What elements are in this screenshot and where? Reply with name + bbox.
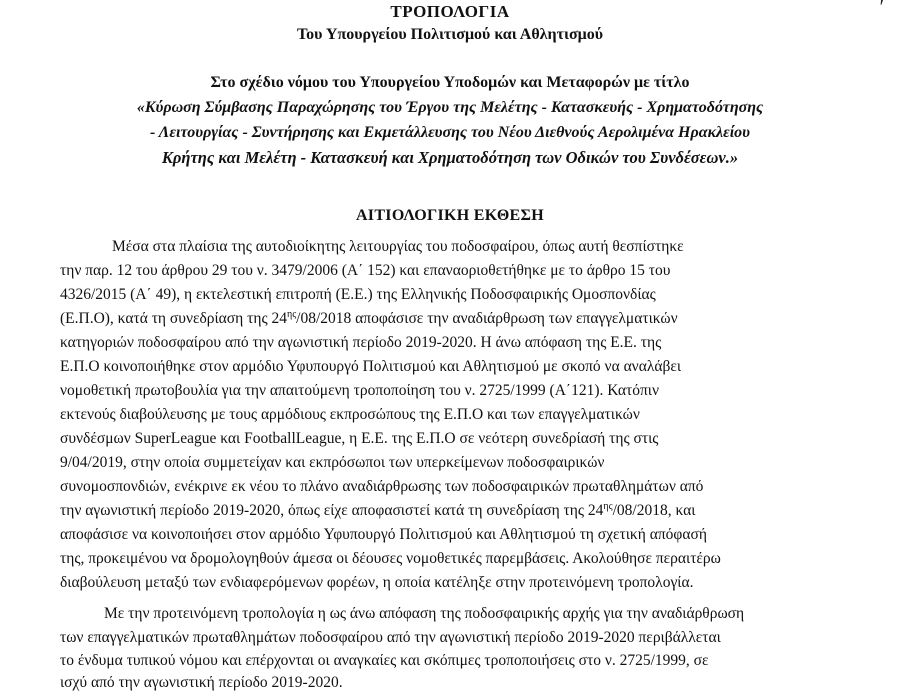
paragraph-2-line: Με την προτεινόμενη τροπολογία η ως άνω απόφαση της ποδοσφαιρικής αρχής για την αναδιάρθρωση <box>104 605 745 622</box>
paragraph-2-line: ισχύ από την αγωνιστική περίοδο 2019-2020. <box>60 674 343 691</box>
paragraph-1-line: κατηγοριών ποδοσφαίρου από την αγωνιστική περίοδο 2019-2020. Η άνω απόφαση της Ε.Ε. της <box>60 334 662 351</box>
paragraph-1-line <box>60 500 695 522</box>
paragraph-1-line: Μέσα στα πλαίσια της αυτοδιοίκητης λειτουργίας του ποδοσφαίρου, όπως αυτή θεσπίστηκε <box>112 238 684 255</box>
ordinal-superscript: ης <box>286 308 297 320</box>
paragraph-2-line: των επαγγελματικών πρωταθλημάτων ποδοσφαίρου από την αγωνιστική περίοδο 2019-2020 περιβάλλεται <box>60 629 721 646</box>
paragraph-1-line: διαβούλευση μεταξύ των ενδιαφερόμενων φορέων, η οποία κατέληξε στην προτεινόμενη τροπολογία. <box>60 574 694 591</box>
bill-intro-line: Στο σχέδιο νόμου του Υπουργείου Υποδομών και Μεταφορών με τίτλο <box>210 74 690 91</box>
paragraph-1-line: συνδέσμων SuperLeague και FootballLeague, η Ε.Ε. της Ε.Π.Ο σε νεότερη συνεδρίασή της στις <box>60 430 659 447</box>
paragraph-1-line: την παρ. 12 του άρθρου 29 του ν. 3479/2006 (Α΄ 152) και επαναοριοθετήθηκε με το άρθρο 15 του <box>60 262 671 279</box>
paragraph-1-line: εκτενούς διαβούλευσης με τους αρμόδιους εκπροσώπους της Ε.Π.Ο και των επαγγελματικών <box>60 406 640 423</box>
ordinal-superscript: ης <box>603 500 613 512</box>
paragraph-1-line: αποφάσισε να κοινοποιήσει στον αρμόδιο Υφυπουργό Πολιτισμού και Αθλητισμού τη σχετική απόφασή <box>60 526 707 543</box>
report-heading: ΑΙΤΙΟΛΟΓΙΚΗ ΕΚΘΕΣΗ <box>355 207 545 224</box>
bill-title-line-2: - Λειτουργίας - Συντήρησης και Εκμετάλλευσης του Νέου Διεθνούς Αερολιμένα Ηρακλείου <box>149 124 750 141</box>
paragraph-1-line: 4326/2015 (Α΄ 49), η εκτελεστική επιτροπή (Ε.Ε.) της Ελληνικής Ποδοσφαιρικής Ομοσπονδίας <box>60 286 656 303</box>
paragraph-1-line: 9/04/2019, στην οποία συμμετείχαν και εκπρόσωποι των υπερκείμενων ποδοσφαιρικών <box>60 454 605 471</box>
paragraph-1-line: της, προκειμένου να δρομολογηθούν άμεσα οι δέουσες νομοθετικές παρεμβάσεις. Ακολούθησε περαιτέρω <box>60 550 721 567</box>
bill-title-line-1: «Κύρωση Σύμβασης Παραχώρησης του Έργου της Μελέτης - Κατασκευής - Χρηματοδότησης <box>136 99 764 116</box>
text-fragment: (Ε.Π.Ο), κατά τη συνεδρίαση της 24 <box>60 310 287 327</box>
paragraph-1-line: Ε.Π.Ο κοινοποιήθηκε στον αρμόδιο Υφυπουργό Πολιτισμού και Αθλητισμού με σκοπό να αναλάβει <box>60 358 682 375</box>
paragraph-2-line: το ένδυμα τυπικού νόμου και επέρχονται οι αναγκαίες και σκόπιμες τροποποιήσεις στο ν. 2725/1999, σε <box>60 652 709 669</box>
bill-title-line-3: Κρήτης και Μελέτη - Κατασκευή και Χρηματοδότηση των Οδικών του Συνδέσεων.» <box>161 148 739 167</box>
page-edge-mark: ′ <box>879 0 884 18</box>
text-fragment: /08/2018, και <box>612 502 696 519</box>
ministry-subtitle: Του Υπουργείου Πολιτισμού και Αθλητισμού <box>296 26 604 43</box>
paragraph-1-line <box>60 308 678 330</box>
paragraph-1-line: συνομοσπονδιών, ενέκρινε εκ νέου το πλάνο αναδιάρθρωσης των ποδοσφαιρικών πρωταθλημάτων από <box>60 478 704 495</box>
text-fragment: την αγωνιστική περίοδο 2019-2020, όπως είχε αποφασιστεί κατά τη συνεδρίαση της 24 <box>60 502 604 519</box>
document-title: ΤΡΟΠΟΛΟΓΙΑ <box>390 2 510 21</box>
text-fragment: /08/2018 αποφάσισε την αναδιάρθρωση των επαγγελματικών <box>296 310 678 327</box>
paragraph-1-line: νομοθετική πρωτοβουλία για την απαιτούμενη τροποποίηση του ν. 2725/1999 (Α΄121). Κατόπιν <box>60 382 659 399</box>
